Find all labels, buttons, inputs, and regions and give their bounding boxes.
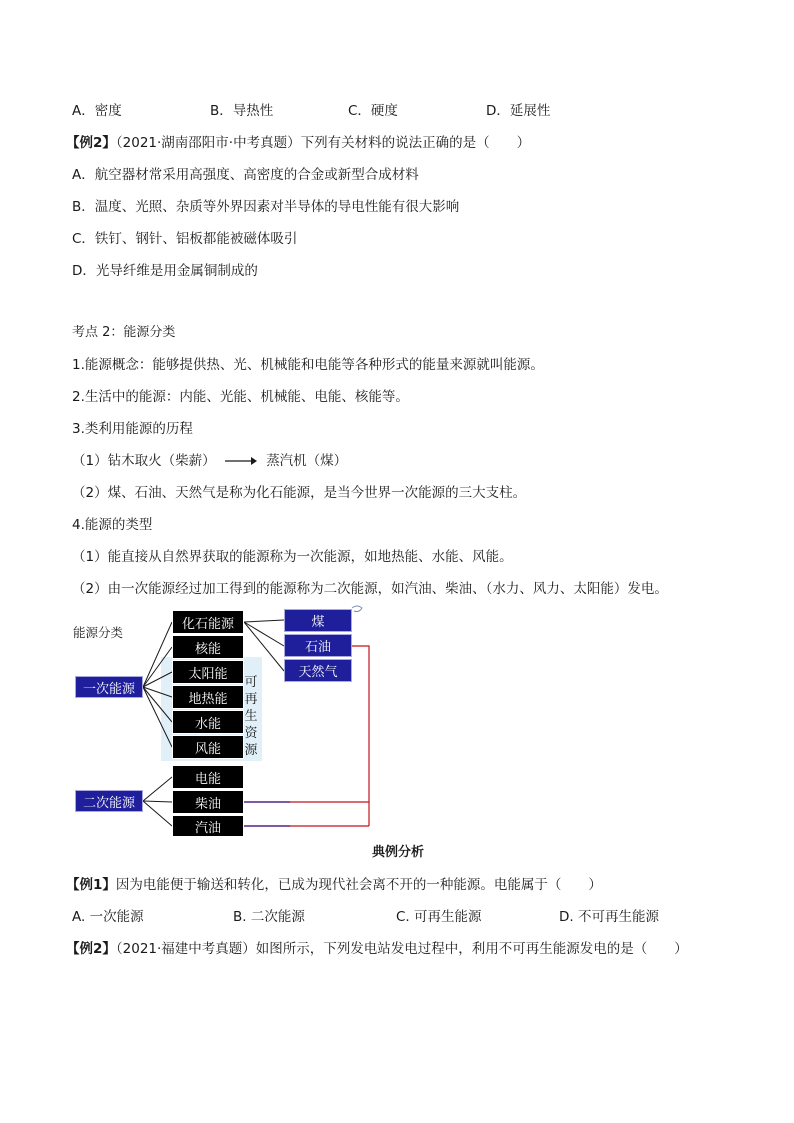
wind-energy-box: 风能: [172, 735, 244, 759]
coal-box: 煤: [284, 609, 352, 632]
paragraph-4a: （1）能直接从自然界获取的能源称为一次能源，如地热能、水能、风能。: [72, 549, 513, 565]
example-tag: 【例1】: [66, 877, 116, 893]
example-stem: （2021·福建中考真题）如图所示，下列发电站发电过程中，利用不可再生能源发电的是（ ）: [115, 941, 688, 957]
example-1-choice-a: A. 一次能源: [72, 909, 144, 925]
paragraph-1: 1.能源概念：能够提供热、光、机械能和电能等各种形式的能量来源就叫能源。: [72, 357, 544, 373]
primary-energy-box: 一次能源: [75, 676, 143, 698]
example-tag: 【例2】: [66, 135, 116, 151]
nuclear-energy-box: 核能: [172, 635, 244, 659]
paragraph-2: 2.生活中的能源：内能、光能、机械能、电能、核能等。: [72, 389, 409, 405]
choice-d: D．光导纤维是用金属铜制成的: [72, 263, 258, 279]
choice-b: B．温度、光照、杂质等外界因素对半导体的导电性能有很大影响: [72, 199, 460, 215]
section-title: 考点 2：能源分类: [72, 325, 176, 340]
history-step-2: 蒸汽机（煤）: [266, 453, 348, 469]
history-step-1: （1）钻木取火（柴薪）: [72, 453, 216, 469]
choice-a: A．航空器材常采用高强度、高密度的合金或新型合成材料: [72, 167, 419, 183]
fossil-energy-box: 化石能源: [172, 610, 244, 634]
option-b: B．导热性: [210, 103, 274, 119]
geothermal-energy-box: 地热能: [172, 685, 244, 709]
paragraph-4b: （2）由一次能源经过加工得到的能源称为二次能源，如汽油、柴油、（水力、风力、太阳能）发电。: [72, 581, 668, 597]
example-1-choice-b: B. 二次能源: [233, 909, 305, 925]
example-stem: （2021·湖南邵阳市·中考真题）下列有关材料的说法正确的是（ ）: [115, 135, 531, 151]
example-stem: 因为电能便于输送和转化，已成为现代社会离不开的一种能源。电能属于（ ）: [115, 877, 602, 893]
analysis-heading: 典例分析: [372, 845, 425, 860]
example-2b-question: [66, 940, 688, 958]
example-1-choice-d: D. 不可再生能源: [559, 909, 659, 925]
example-1-choice-c: C. 可再生能源: [396, 909, 482, 925]
gasoline-box: 汽油: [172, 815, 244, 837]
renewable-label: 可 再 生 资 源: [244, 675, 258, 758]
petroleum-box: 石油: [284, 634, 352, 657]
option-d: D．延展性: [486, 103, 551, 119]
solar-energy-box: 太阳能: [172, 660, 244, 684]
secondary-energy-box: 二次能源: [75, 790, 143, 812]
option-c: C．硬度: [348, 103, 398, 119]
example-1-question: [66, 876, 602, 894]
paragraph-4: 4.能源的类型: [72, 517, 153, 533]
diagram-title: 能源分类: [73, 625, 124, 640]
paragraph-3: 3.类利用能源的历程: [72, 421, 193, 437]
natural-gas-box: 天然气: [284, 659, 352, 682]
paragraph-3b: （2）煤、石油、天然气是称为化石能源，是当今世界一次能源的三大支柱。: [72, 485, 527, 501]
hydro-energy-box: 水能: [172, 710, 244, 734]
option-a: A．密度: [72, 103, 122, 119]
electric-energy-box: 电能: [172, 765, 244, 789]
choice-c: C．铁钉、钢针、铝板都能被磁体吸引: [72, 231, 298, 247]
diesel-box: 柴油: [172, 790, 244, 814]
example-tag: 【例2】: [66, 941, 116, 957]
